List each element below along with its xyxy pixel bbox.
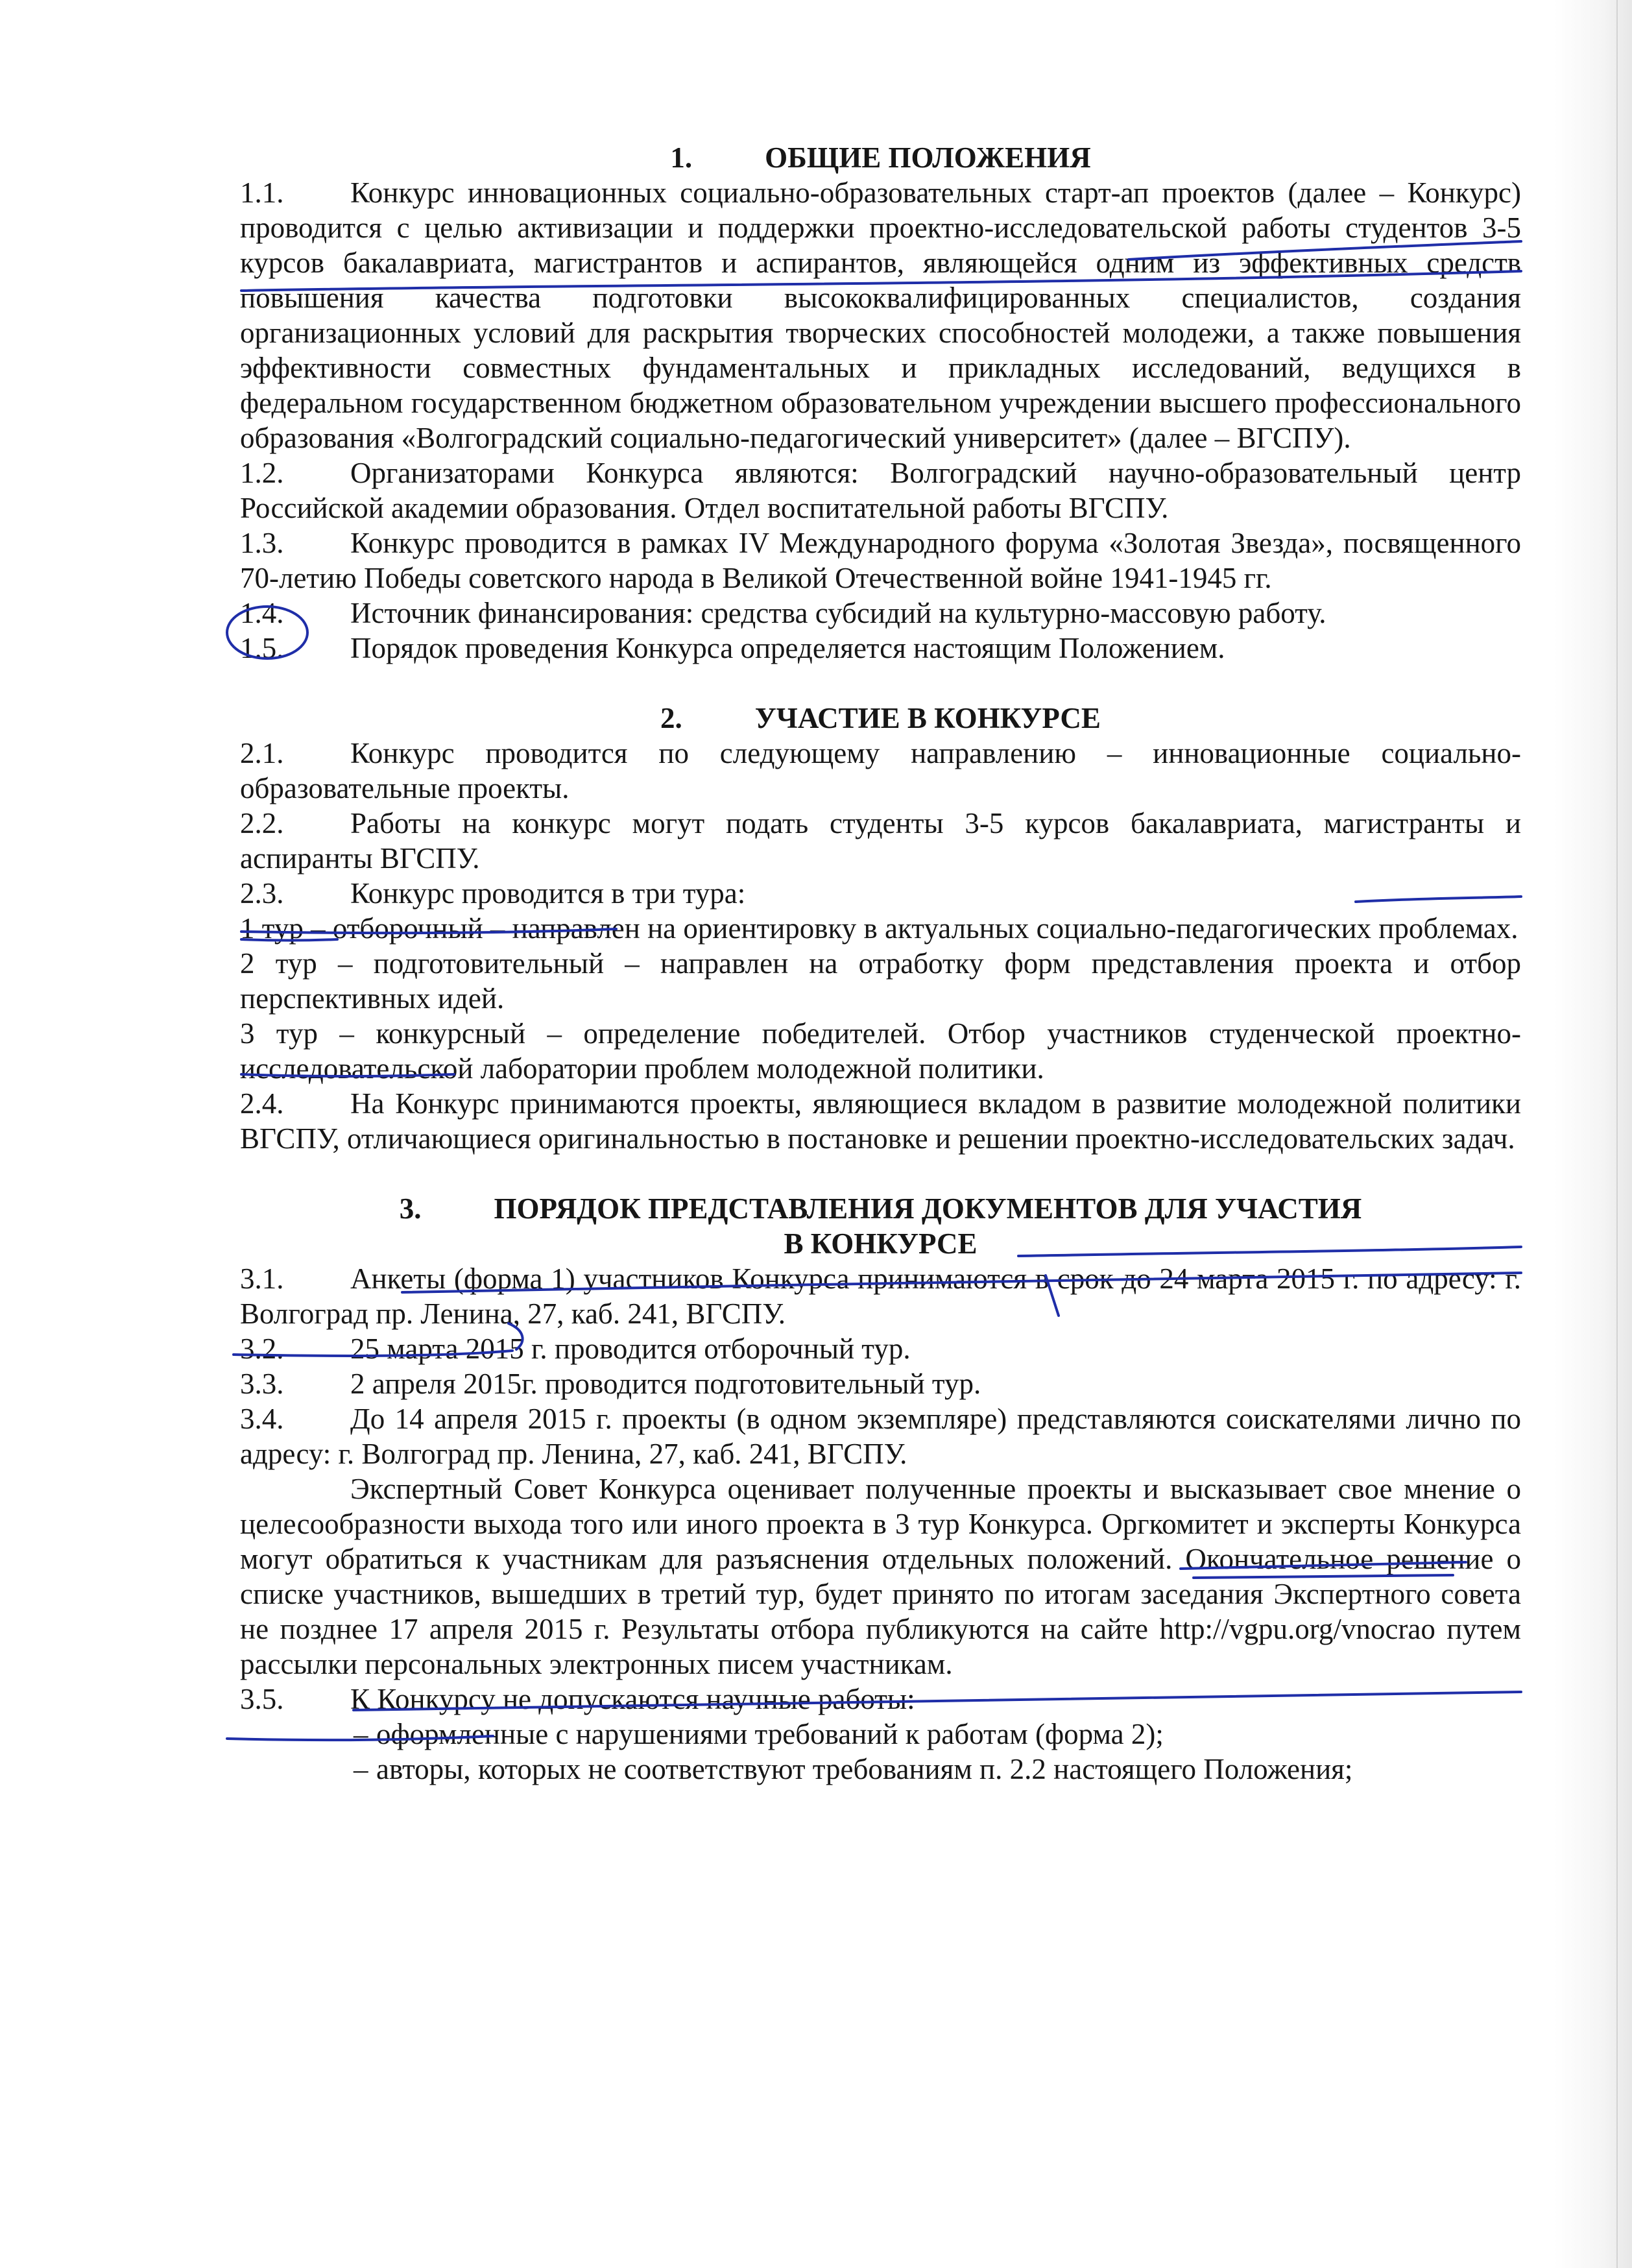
item-3-2: 3.2. 25 марта 2015 г. проводится отборочный тур. bbox=[240, 1333, 911, 1365]
tour-1: 1 тур – отборочный – направлен на ориентировку в актуальных социально-педагогических проблемах. bbox=[240, 912, 1518, 945]
item-2-4: 2.4. На Конкурс принимаются проекты, являющиеся вкладом в развитие молодежной политики ВГСПУ, отличающиеся оригинальностью в постановке и решении проектно-исследовательских задач. bbox=[240, 1087, 1521, 1155]
scan-shadow bbox=[1554, 0, 1632, 2268]
item-3-5: 3.5. К Конкурсу не допускаются научные работы: bbox=[240, 1683, 915, 1715]
item-2-2: 2.2. Работы на конкурс могут подать студенты 3-5 курсов бакалавриата, магистранты и аспиранты ВГСПУ. bbox=[240, 807, 1521, 875]
tour-3: 3 тур – конкурсный – определение победителей. Отбор участников студенческой проектно-исследовательской лаборатории проблем молодежной политики. bbox=[240, 1017, 1521, 1085]
dash-item-1: – оформленные с нарушениями требований к работам (форма 2); bbox=[354, 1718, 1164, 1750]
expert-council-paragraph: Экспертный Совет Конкурса оценивает полученные проекты и высказывает свое мнение о целесообразности выхода того или иного проекта в 3 тур Конкурса. Оргкомитет и эксперты Конкурса могут обратиться к участникам для разъяснения отдельных положений. Окончательное решение о списке участников, вышедших в третий тур, будет принято по итогам заседания Экспертного совета не позднее 17 апреля 2015 г. Результаты отбора публикуются на сайте http://vgpu.org/vnocrao путем рассылки персональных электронных писем участникам. bbox=[240, 1473, 1521, 1680]
section-2-title: 2. УЧАСТИЕ В КОНКУРСЕ bbox=[660, 702, 1101, 734]
item-3-3: 3.3. 2 апреля 2015г. проводится подготовительный тур. bbox=[240, 1368, 981, 1400]
item-3-1: 3.1. Анкеты (форма 1) участников Конкурса принимаются в срок до 24 марта 2015 г. по адресу: г. Волгоград пр. Ленина, 27, каб. 241, ВГСПУ. bbox=[240, 1262, 1521, 1330]
item-1-3: 1.3. Конкурс проводится в рамках IV Международного форума «Золотая Звезда», посвященного 70-летию Победы советского народа в Великой Отечественной войне 1941-1945 гг. bbox=[240, 527, 1521, 594]
item-3-4: 3.4. До 14 апреля 2015 г. проекты (в одном экземпляре) представляются соискателями лично по адресу: г. Волгоград пр. Ленина, 27, каб. 241, ВГСПУ. bbox=[240, 1403, 1521, 1470]
item-1-1: 1.1. Конкурс инновационных социально-образовательных старт-ап проектов (далее – Конкурс) проводится с целью активизации и поддержки проектно-исследовательской работы студентов 3-5 курсов бакалавриата, магистрантов и аспирантов, являющейся одним из эффективных средств повышения качества подготовки высококвалифицированных специалистов, создания организационных условий для раскрытия творческих способностей молодежи, а также повышения эффективности совместных фундаментальных и прикладных исследований, ведущихся в федеральном государственном бюджетном образовательном учреждении высшего профессионального образования «Волгоградский социально-педагогический университет» (далее – ВГСПУ). bbox=[240, 176, 1521, 454]
section-1-title: 1. ОБЩИЕ ПОЛОЖЕНИЯ bbox=[670, 141, 1091, 174]
section-3-title-line2: В КОНКУРСЕ bbox=[784, 1227, 978, 1260]
item-2-3: 2.3. Конкурс проводится в три тура: bbox=[240, 877, 746, 910]
item-1-2: 1.2. Организаторами Конкурса являются: Волгоградский научно-образовательный центр Российской академии образования. Отдел воспитательной работы ВГСПУ. bbox=[240, 457, 1521, 524]
item-2-1: 2.1. Конкурс проводится по следующему направлению – инновационные социально-образовательные проекты. bbox=[240, 737, 1521, 804]
tour-2: 2 тур – подготовительный – направлен на отработку форм представления проекта и отбор перспективных идей. bbox=[240, 947, 1521, 1015]
section-3-title: 3. ПОРЯДОК ПРЕДСТАВЛЕНИЯ ДОКУМЕНТОВ ДЛЯ УЧАСТИЯ В КОНКУРСЕ bbox=[240, 1191, 1521, 1261]
scan-edge-line bbox=[1616, 0, 1618, 2268]
item-1-4: 1.4. Источник финансирования: средства субсидий на культурно-массовую работу. bbox=[240, 597, 1326, 629]
item-1-5: 1.5. Порядок проведения Конкурса определяется настоящим Положением. bbox=[240, 632, 1225, 664]
document-body bbox=[240, 140, 1521, 1787]
dash-item-2: – авторы, которых не соответствуют требованиям п. 2.2 настоящего Положения; bbox=[354, 1753, 1353, 1785]
